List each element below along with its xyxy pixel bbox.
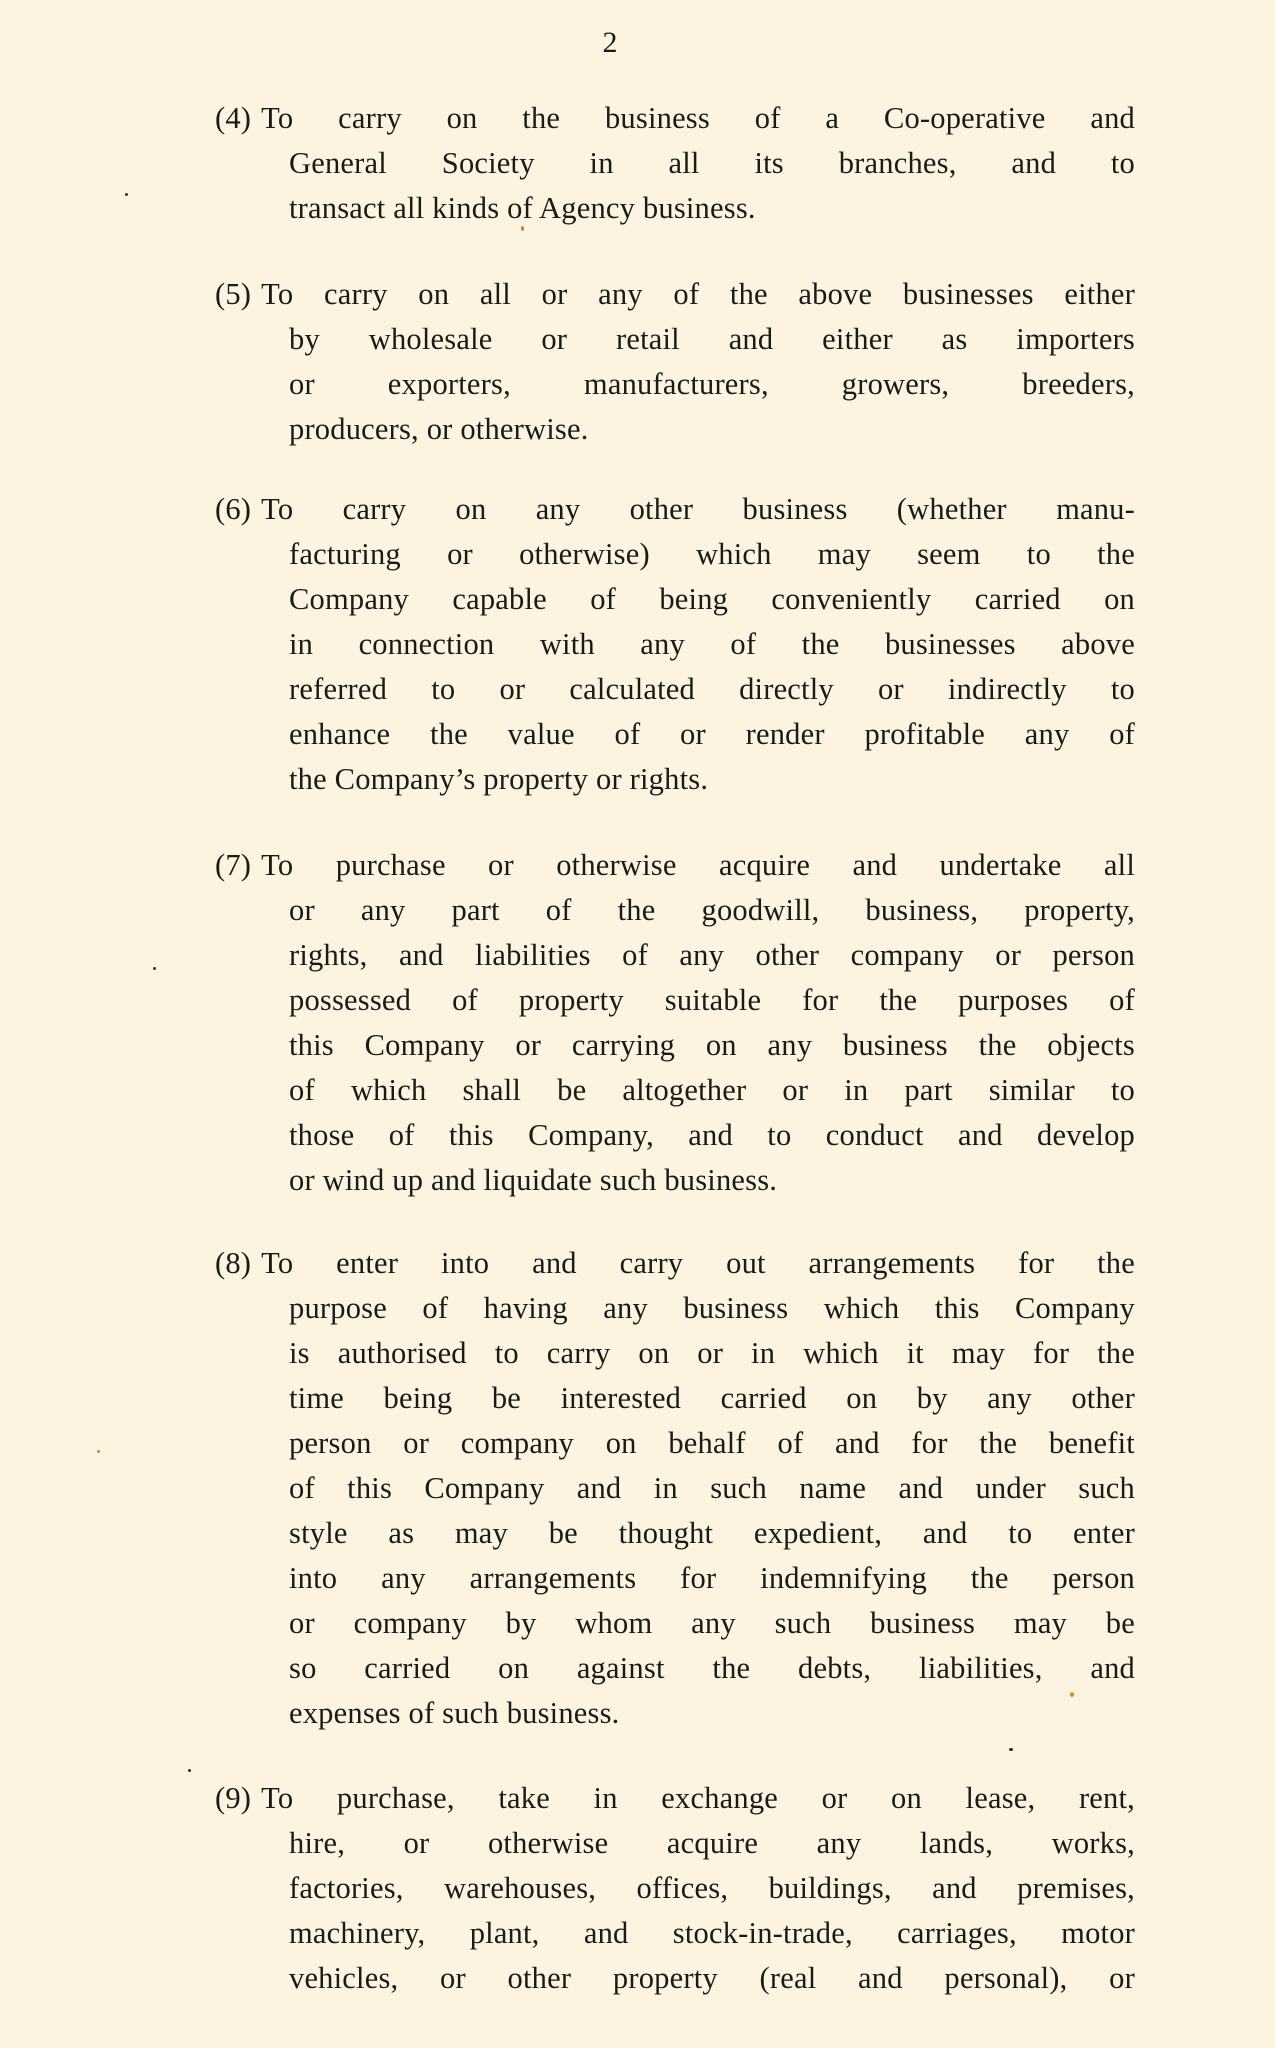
clause-number: (5)	[215, 277, 252, 311]
clause-line: by wholesale or retail and either as importers	[289, 322, 1135, 356]
clause-line: the Company’s property or rights.	[289, 762, 709, 796]
clause-line: of which shall be altogether or in part similar to	[289, 1073, 1135, 1107]
clause-number: (4)	[215, 101, 252, 135]
clause-line: or wind up and liquidate such business.	[289, 1163, 778, 1197]
clause-number: (9)	[215, 1781, 252, 1815]
clause-line: vehicles, or other property (real and personal), or	[289, 1961, 1135, 1995]
clause-line: referred to or calculated directly or indirectly to	[289, 672, 1135, 706]
clause-number: (6)	[215, 492, 252, 526]
clause-line: this Company or carrying on any business the objects	[289, 1028, 1135, 1062]
clause-number: (8)	[215, 1246, 252, 1280]
clause-line: (4) To carry on the business of a Co-operative and	[215, 101, 1135, 135]
page-number: 2	[602, 26, 618, 59]
paper-speck	[521, 226, 524, 231]
clause-number: (7)	[215, 848, 252, 882]
clause-line: or company by whom any such business may be	[289, 1606, 1135, 1640]
paper-speck	[188, 1769, 191, 1772]
clause-line: producers, or otherwise.	[289, 412, 589, 446]
clause-line: General Society in all its branches, and to	[289, 146, 1135, 180]
paper-speck	[153, 967, 156, 970]
paper-speck	[97, 1450, 100, 1453]
clause-line: style as may be thought expedient, and to enter	[289, 1516, 1135, 1550]
clause-line: transact all kinds of Agency business.	[289, 191, 756, 225]
clause-5	[215, 272, 1135, 452]
clause-line: person or company on behalf of and for the benefit	[289, 1426, 1135, 1460]
paper-speck	[1009, 1748, 1013, 1751]
clause-line: possessed of property suitable for the purposes of	[289, 983, 1135, 1017]
clause-line: expenses of such business.	[289, 1696, 620, 1730]
clause-line: machinery, plant, and stock-in-trade, carriages, motor	[289, 1916, 1135, 1950]
clause-line: (6) To carry on any other business (whether manu-	[215, 492, 1135, 526]
clause-line: (7) To purchase or otherwise acquire and undertake all	[215, 848, 1135, 882]
paper-speck	[1070, 1692, 1074, 1697]
clause-line: so carried on against the debts, liabilities, and	[289, 1651, 1135, 1685]
clause-line: facturing or otherwise) which may seem to the	[289, 537, 1135, 571]
clause-line: is authorised to carry on or in which it may for the	[289, 1336, 1135, 1370]
clause-line: of this Company and in such name and under such	[289, 1471, 1135, 1505]
clause-line: hire, or otherwise acquire any lands, works,	[289, 1826, 1135, 1860]
clause-6	[215, 487, 1135, 802]
clause-line: enhance the value of or render profitable any of	[289, 717, 1135, 751]
clause-line: time being be interested carried on by any other	[289, 1381, 1135, 1415]
clause-8	[215, 1241, 1135, 1736]
clause-9	[215, 1776, 1135, 2001]
clause-line: rights, and liabilities of any other company or person	[289, 938, 1135, 972]
clause-line: into any arrangements for indemnifying the person	[289, 1561, 1135, 1595]
clause-line: (9) To purchase, take in exchange or on lease, rent,	[215, 1781, 1135, 1815]
clause-line: purpose of having any business which this Company	[289, 1291, 1135, 1325]
clause-line: factories, warehouses, offices, buildings, and premises,	[289, 1871, 1135, 1905]
clause-line: or exporters, manufacturers, growers, breeders,	[289, 367, 1135, 401]
paper-speck	[125, 193, 128, 196]
clause-line: in connection with any of the businesses above	[289, 627, 1135, 661]
clause-line: those of this Company, and to conduct and develop	[289, 1118, 1135, 1152]
clause-line: (5) To carry on all or any of the above businesses either	[215, 277, 1135, 311]
clause-line: or any part of the goodwill, business, property,	[289, 893, 1135, 927]
clause-line: Company capable of being conveniently carried on	[289, 582, 1135, 616]
clause-4	[215, 96, 1135, 231]
clause-7	[215, 843, 1135, 1203]
clause-line: (8) To enter into and carry out arrangements for the	[215, 1246, 1135, 1280]
